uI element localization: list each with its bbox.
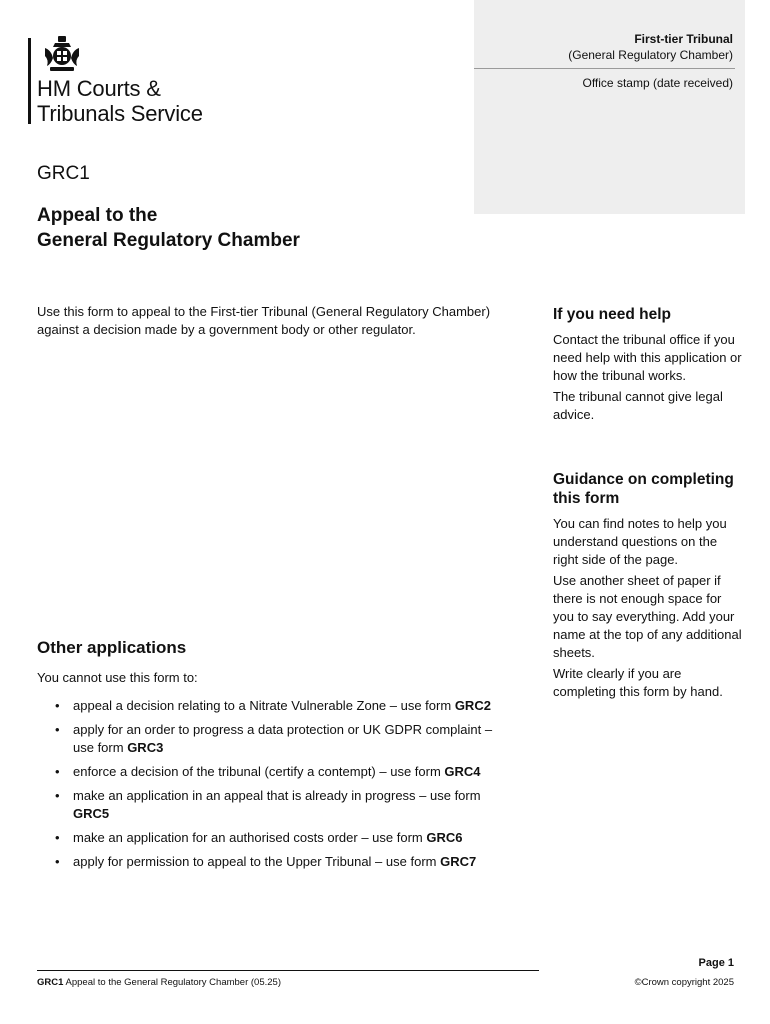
list-item-text: make an application in an appeal that is already in progress – use form — [73, 788, 481, 803]
other-applications-heading: Other applications — [37, 638, 187, 657]
title-line-2: General Regulatory Chamber — [37, 230, 300, 251]
office-stamp-box — [474, 0, 745, 214]
bullet-icon: • — [55, 854, 60, 869]
form-reference: GRC7 — [440, 854, 477, 869]
footer-form-name — [37, 977, 281, 988]
other-applications-list — [55, 697, 515, 877]
stamp-subtitle: (General Regulatory Chamber) — [568, 48, 733, 62]
list-item-text: apply for an order to progress a data protection or UK GDPR complaint – use form — [73, 722, 493, 755]
bullet-icon: • — [55, 722, 60, 737]
page-number: Page 1 — [698, 957, 734, 969]
list-item-text: appeal a decision relating to a Nitrate Vulnerable Zone – use form — [73, 698, 455, 713]
list-item — [55, 787, 515, 823]
footer-copyright: ©Crown copyright 2025 — [634, 977, 734, 988]
stamp-divider — [474, 68, 735, 69]
form-reference: GRC3 — [127, 740, 164, 755]
guidance-paragraph-3: Write clearly if you are completing this form by hand. — [553, 666, 723, 699]
form-reference: GRC6 — [426, 830, 463, 845]
title-line-1: Appeal to the — [37, 205, 158, 226]
list-item-text: enforce a decision of the tribunal (certify a contempt) – use form — [73, 764, 445, 779]
list-item — [55, 721, 515, 757]
footer-form-title: Appeal to the General Regulatory Chamber (05.25) — [65, 977, 281, 988]
other-applications-intro: You cannot use this form to: — [37, 670, 198, 685]
intro-text: Use this form to appeal to the First-tier Tribunal (General Regulatory Chamber) against a decision made by a government body or other regulator. — [37, 304, 491, 337]
list-item-text: apply for permission to appeal to the Upper Tribunal – use form — [73, 854, 441, 869]
form-code: GRC1 — [37, 163, 90, 184]
list-item — [55, 697, 515, 715]
list-item — [55, 763, 515, 781]
guidance-paragraph-1: You can find notes to help you understand questions on the right side of the page. — [553, 516, 727, 567]
page-title — [37, 203, 437, 253]
footer-form-code: GRC1 — [37, 977, 64, 988]
form-reference: GRC2 — [454, 698, 491, 713]
help-paragraph-1: Contact the tribunal office if you need help with this application or how the tribunal works. — [553, 332, 742, 383]
help-section — [553, 305, 743, 427]
bullet-icon: • — [55, 764, 60, 779]
bullet-icon: • — [55, 698, 60, 713]
royal-crest-icon — [40, 34, 84, 74]
bullet-icon: • — [55, 830, 60, 845]
form-reference: GRC5 — [73, 806, 110, 821]
guidance-paragraph-2: Use another sheet of paper if there is not enough space for you to say everything. Add your name at the top of any additional sheets. — [553, 573, 742, 660]
guidance-section — [553, 470, 743, 704]
footer-rule — [37, 970, 539, 971]
guidance-heading: Guidance on completing this form — [553, 471, 734, 507]
list-item-text: make an application for an authorised costs order – use form — [73, 830, 427, 845]
help-paragraph-2: The tribunal cannot give legal advice. — [553, 389, 723, 422]
brand-line-2: Tribunals Service — [37, 101, 203, 126]
bullet-icon: • — [55, 788, 60, 803]
help-heading: If you need help — [553, 306, 671, 323]
form-reference: GRC4 — [444, 764, 481, 779]
logo-divider — [28, 38, 31, 124]
list-item — [55, 853, 515, 871]
brand-line-1: HM Courts & — [37, 76, 161, 101]
stamp-label: Office stamp (date received) — [582, 76, 733, 90]
list-item — [55, 829, 515, 847]
stamp-title: First-tier Tribunal — [634, 32, 733, 46]
brand-name — [37, 76, 203, 126]
